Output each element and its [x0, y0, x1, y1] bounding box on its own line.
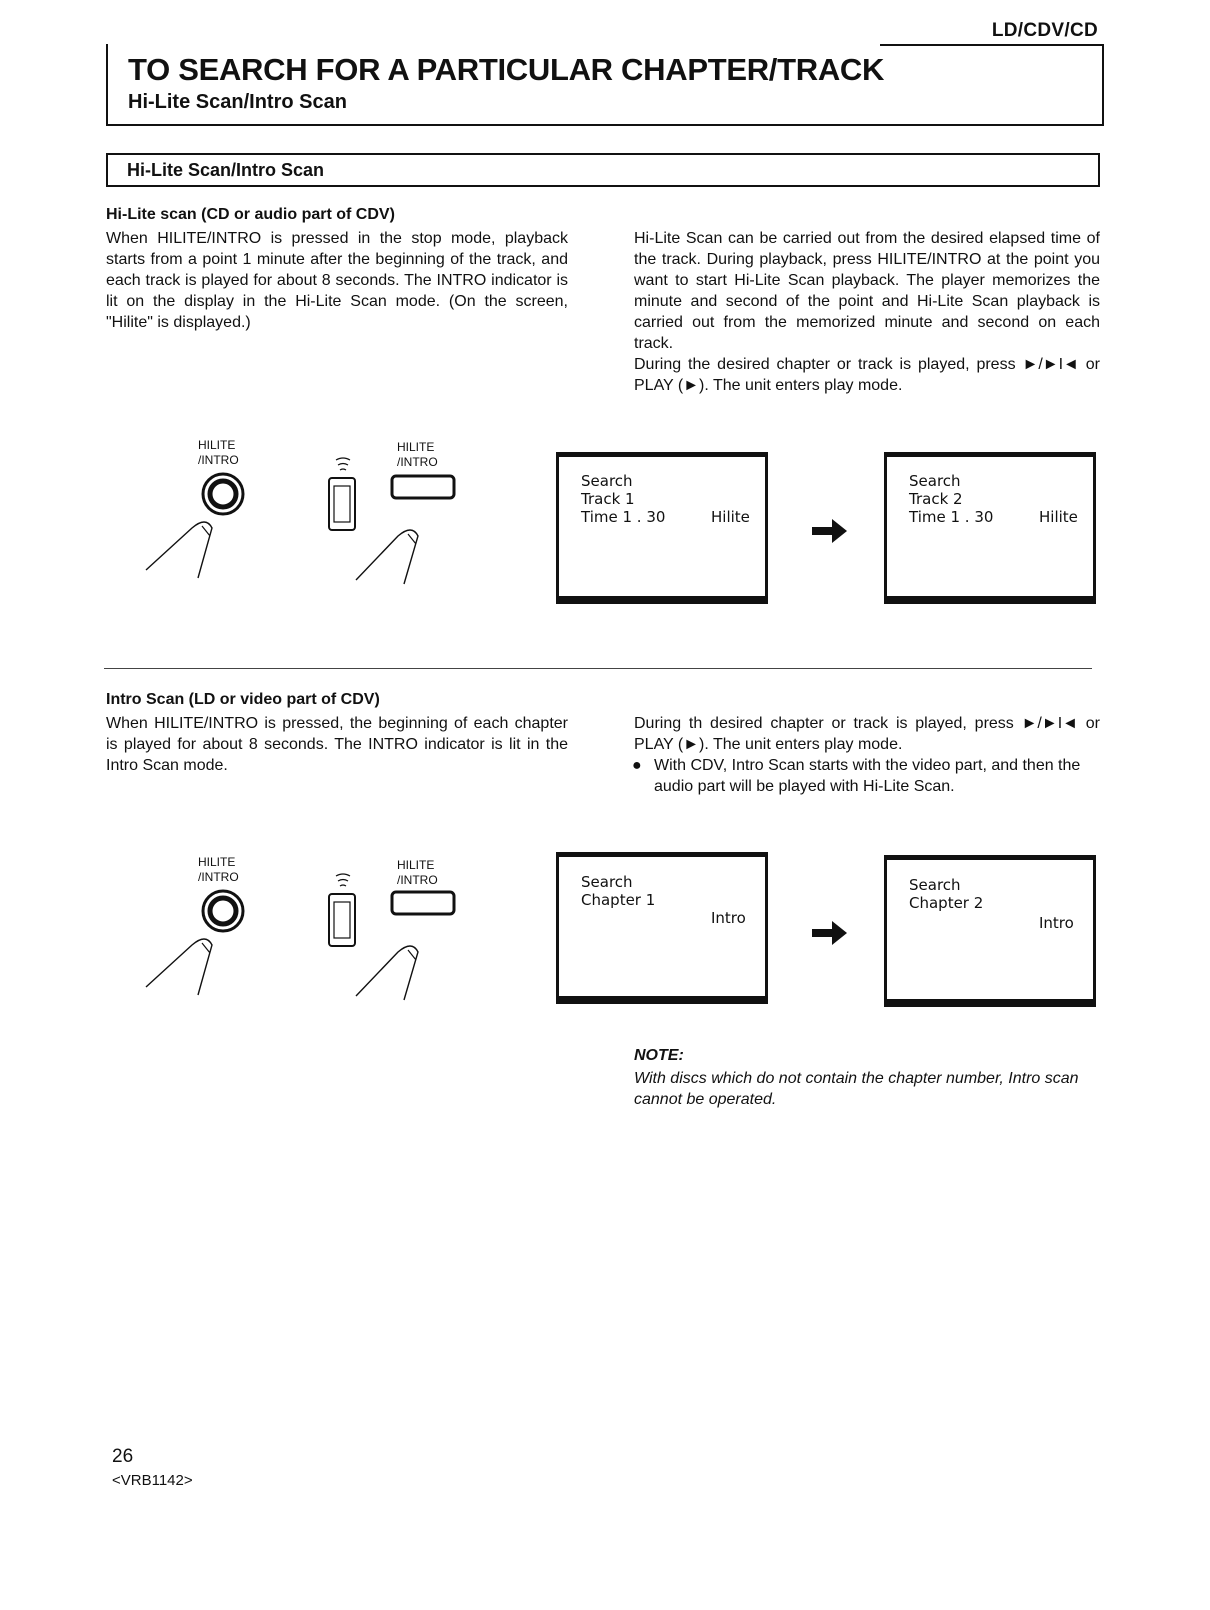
screen-text: Track 1 [581, 490, 635, 508]
document-code: <VRB1142> [112, 1472, 193, 1489]
intro-left-text: When HILITE/INTRO is pressed, the beginning of each chapter is played for about 8 seconds. The INTRO indicator is lit in the Intro Scan mode. [106, 715, 568, 774]
screen-mode-text: Intro [1039, 914, 1074, 932]
screen-mode-text: Hilite [711, 508, 750, 526]
tv-screen-after [884, 452, 1096, 604]
screen-text: Search [581, 873, 633, 891]
screen-mode-text: Intro [711, 909, 746, 927]
screen-text: Search [909, 876, 961, 894]
intro-heading: Intro Scan (LD or video part of CDV) [106, 691, 380, 708]
remote-button-label: HILITE /INTRO [397, 858, 438, 887]
hilite-right-text-2: During the desired chapter or track is played, press ►/►I◄ or PLAY (►). The unit enters play mode. [634, 356, 1100, 394]
remote-hilite-button-icon [392, 476, 454, 498]
remote-button-press-illustration [310, 866, 480, 1001]
bullet-text: With CDV, Intro Scan starts with the video part, and then the audio part will be played with Hi-Lite Scan. [654, 757, 1081, 795]
remote-hilite-button-icon [392, 892, 454, 914]
screen-text: Track 2 [909, 490, 963, 508]
finger-icon [146, 939, 212, 995]
bullet-dot: ● [632, 757, 642, 774]
section-divider [104, 668, 1092, 669]
finger-icon [356, 946, 418, 1000]
screen-mode-text: Hilite [1039, 508, 1078, 526]
unit-button-label: HILITE /INTRO [198, 855, 239, 884]
screen-text: Time 1 . 30 [909, 508, 994, 526]
remote-button-press-illustration [310, 450, 480, 585]
hilite-heading: Hi-Lite scan (CD or audio part of CDV) [106, 206, 395, 223]
tv-screen-before [556, 852, 768, 1004]
note-title: NOTE: [634, 1047, 684, 1064]
right-arrow-icon [812, 518, 848, 544]
screen-text: Search [581, 472, 633, 490]
unit-button-press-illustration [140, 460, 260, 585]
page-title: TO SEARCH FOR A PARTICULAR CHAPTER/TRACK [128, 52, 885, 87]
screen-text: Search [909, 472, 961, 490]
page-subtitle: Hi-Lite Scan/Intro Scan [128, 91, 347, 113]
tv-screen-after [884, 855, 1096, 1007]
model-badge: LD/CDV/CD [991, 20, 1098, 41]
right-arrow-icon [812, 920, 848, 946]
hilite-right-text-1: Hi-Lite Scan can be carried out from the desired elapsed time of the track. During playback, press HILITE/INTRO at the point you want to start Hi-Lite Scan playback. The player memorizes the minute and second of the point and Hi-Lite Scan playback is carried out from the memorized minute and second on each track. [634, 230, 1100, 352]
unit-button-press-illustration [140, 877, 260, 1002]
tv-screen-before [556, 452, 768, 604]
intro-right-text: During th desired chapter or track is played, press ►/►I◄ or PLAY (►). The unit enters play mode. [634, 715, 1100, 753]
finger-icon [356, 530, 418, 584]
screen-text: Chapter 2 [909, 894, 984, 912]
screen-text: Time 1 . 30 [581, 508, 666, 526]
unit-button-label: HILITE /INTRO [198, 438, 239, 467]
screen-text: Chapter 1 [581, 891, 656, 909]
section-title: Hi-Lite Scan/Intro Scan [127, 160, 325, 180]
remote-signal-icon [336, 874, 350, 886]
hilite-left-text: When HILITE/INTRO is pressed in the stop mode, playback starts from a point 1 minute after the beginning of the track, and each track is played for about 8 seconds. The INTRO indicator is lit on the display in the Hi-Lite Scan mode. (On the screen, "Hilite" is displayed.) [106, 230, 568, 331]
page-number: 26 [112, 1446, 134, 1467]
remote-button-label: HILITE /INTRO [397, 440, 438, 469]
note-text: With discs which do not contain the chapter number, Intro scan cannot be operated. [634, 1070, 1079, 1108]
remote-signal-icon [336, 458, 350, 470]
title-frame-topline [880, 44, 1102, 46]
finger-icon [146, 522, 212, 578]
